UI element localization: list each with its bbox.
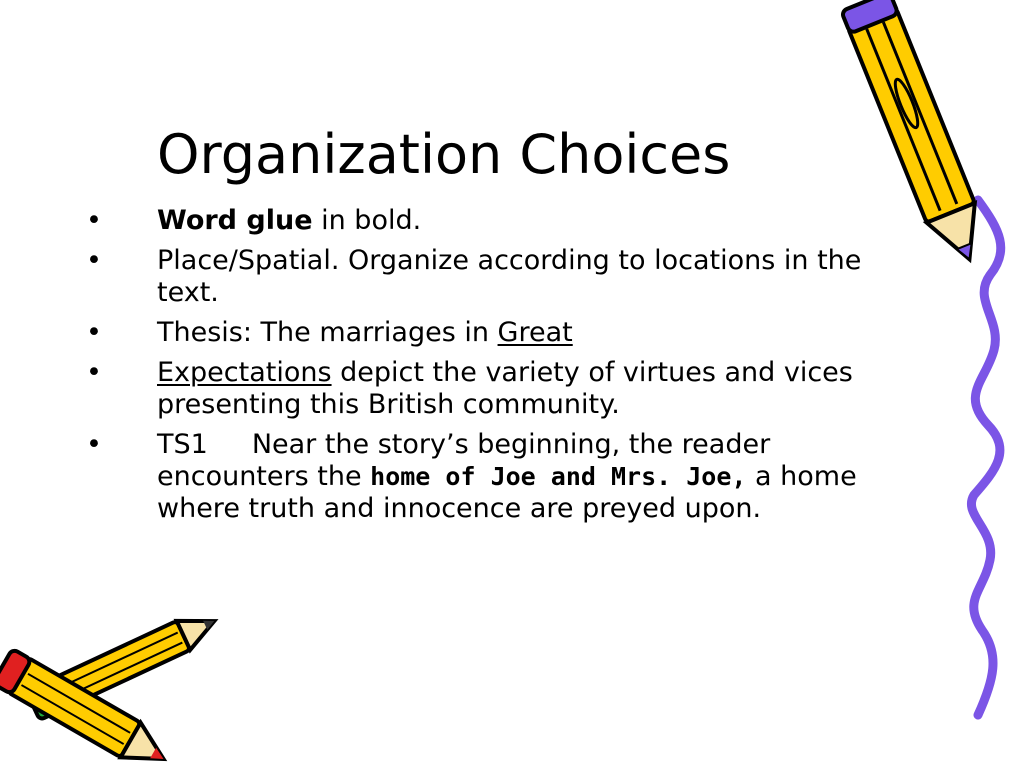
bullet-text: Near the story’s beginning, the reader encounters the (157, 429, 771, 492)
bullet-text: a home where truth and innocence are preyed upon. (157, 461, 857, 524)
underlined-text: Great (497, 317, 573, 348)
bullet-text: in bold. (312, 205, 422, 236)
bullet-dot: • (86, 317, 102, 348)
bullet-dot: • (86, 205, 102, 236)
bullet-dot: • (86, 245, 102, 276)
bullet-dot: • (86, 357, 102, 388)
yellow-pencil-icon (841, 0, 993, 269)
bullet-dot: • (86, 429, 102, 460)
purple-squiggle-line (971, 200, 1000, 715)
bold-text: Word glue (157, 205, 313, 236)
bullet-text: Place/Spatial. Organize according to locations in the text. (157, 245, 862, 308)
slide-title: Organization Choices (157, 123, 731, 186)
bullet-text: Thesis: The marriages in (157, 317, 498, 348)
underlined-text: Expectations (157, 357, 332, 388)
bullet-text: depict the variety of virtues and vices presenting this British community. (157, 357, 853, 420)
topic-sentence-label: TS1 (157, 429, 208, 460)
bold-text: home of Joe and Mrs. Joe, (370, 462, 747, 491)
